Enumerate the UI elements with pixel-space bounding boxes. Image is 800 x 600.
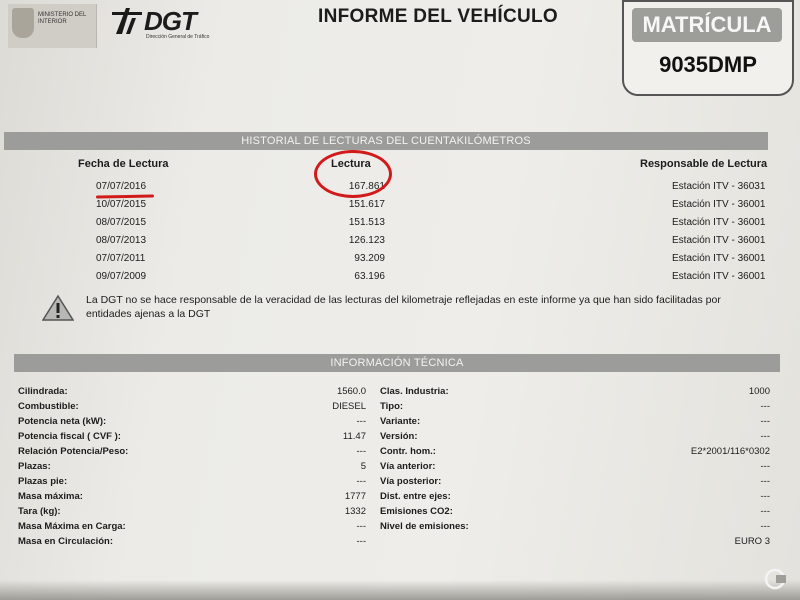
watermark-icon bbox=[764, 568, 786, 590]
spec-value: --- bbox=[760, 506, 770, 517]
reading-date: 07/07/2011 bbox=[96, 253, 146, 264]
dgt-subtitle: Dirección General de Tráfico bbox=[146, 34, 210, 40]
header-logos bbox=[0, 0, 210, 52]
reading-date: 08/07/2013 bbox=[96, 235, 147, 246]
reading-responsible: Estación ITV - 36001 bbox=[672, 253, 766, 264]
reading-value: 126.123 bbox=[348, 235, 385, 246]
list-item bbox=[0, 416, 800, 431]
plate-box bbox=[622, 0, 794, 96]
dgt-road-icon bbox=[112, 4, 142, 38]
reading-value: 93.209 bbox=[354, 253, 385, 264]
page-edge-shadow bbox=[0, 580, 800, 600]
reading-value: 63.196 bbox=[354, 271, 385, 282]
spec-label: Tipo: bbox=[380, 401, 404, 412]
reading-responsible: Estación ITV - 36001 bbox=[672, 271, 766, 282]
ministry-text: MINISTERIO DEL INTERIOR bbox=[38, 12, 87, 25]
spec-value: --- bbox=[760, 521, 770, 532]
spec-value: --- bbox=[760, 431, 770, 442]
ministry-logo bbox=[8, 4, 97, 48]
list-item bbox=[0, 401, 800, 416]
spec-value: EURO 3 bbox=[734, 536, 770, 547]
reading-value: 151.617 bbox=[348, 199, 385, 210]
list-item bbox=[0, 506, 800, 521]
table-row bbox=[0, 199, 800, 217]
dgt-logo-text: DGT bbox=[144, 6, 196, 36]
dgt-logo bbox=[112, 2, 212, 48]
spec-label: Masa máxima: bbox=[18, 491, 83, 502]
document-title: INFORME DEL VEHÍCULO bbox=[318, 6, 558, 27]
spec-label: Variante: bbox=[380, 416, 421, 427]
spec-label: Emisiones CO2: bbox=[380, 506, 453, 517]
reading-responsible: Estación ITV - 36001 bbox=[672, 217, 766, 228]
list-item bbox=[0, 491, 800, 506]
spec-value: --- bbox=[760, 476, 770, 487]
list-item bbox=[0, 521, 800, 536]
spec-label: Potencia neta (kW): bbox=[18, 416, 107, 427]
list-item bbox=[0, 386, 800, 401]
tech-section-title: INFORMACIÓN TÉCNICA bbox=[14, 354, 780, 372]
reading-value: 167.861 bbox=[348, 181, 385, 192]
spec-value: --- bbox=[760, 416, 770, 427]
spec-label: Plazas: bbox=[18, 461, 51, 472]
reading-responsible: Estación ITV - 36031 bbox=[672, 181, 766, 192]
spec-value: --- bbox=[760, 401, 770, 412]
spec-label: Nivel de emisiones: bbox=[380, 521, 469, 532]
red-circle-annotation bbox=[314, 150, 392, 198]
spec-value: --- bbox=[760, 491, 770, 502]
spec-label: Clas. Industria: bbox=[380, 386, 449, 397]
coat-of-arms-icon bbox=[12, 8, 34, 38]
column-header-date: Fecha de Lectura bbox=[78, 158, 169, 170]
column-header-reading: Lectura bbox=[331, 158, 371, 170]
list-item bbox=[0, 476, 800, 491]
list-item bbox=[0, 446, 800, 461]
spec-label: Vía posterior: bbox=[380, 476, 442, 487]
spec-value: 1332 bbox=[344, 506, 366, 517]
spec-label: Potencia fiscal ( CVF ): bbox=[18, 431, 121, 442]
plate-number: 9035DMP bbox=[659, 52, 757, 77]
list-item bbox=[0, 536, 800, 551]
spec-value: 11.47 bbox=[342, 431, 366, 442]
spec-value: 1777 bbox=[344, 491, 366, 502]
spec-value: DIESEL bbox=[332, 401, 366, 412]
spec-value: 1560.0 bbox=[336, 386, 366, 397]
mileage-disclaimer: La DGT no se hace responsable de la veracidad de las lecturas del kilometraje reflejadas en este informe ya que han sido facilitadas por entidades ajenas a la DGT bbox=[86, 294, 721, 320]
reading-date: 08/07/2015 bbox=[96, 217, 147, 228]
spec-value: --- bbox=[760, 461, 770, 472]
spec-label: Contr. hom.: bbox=[380, 446, 436, 457]
spec-value: --- bbox=[356, 446, 366, 457]
reading-value: 151.513 bbox=[348, 217, 385, 228]
spec-label: Combustible: bbox=[18, 401, 79, 412]
spec-value: 1000 bbox=[748, 386, 770, 397]
spec-label: Masa en Circulación: bbox=[18, 536, 114, 547]
spec-label: Versión: bbox=[380, 431, 418, 442]
reading-date: 07/07/2016 bbox=[96, 181, 147, 192]
spec-label: Dist. entre ejes: bbox=[380, 491, 451, 502]
spec-value: --- bbox=[356, 536, 366, 547]
spec-value: E2*2001/116*0302 bbox=[690, 446, 770, 457]
reading-responsible: Estación ITV - 36001 bbox=[672, 199, 766, 210]
table-row bbox=[0, 217, 800, 235]
spec-label: Cilindrada: bbox=[18, 386, 68, 397]
warning-icon bbox=[42, 294, 74, 322]
table-row bbox=[0, 271, 800, 289]
column-header-responsible: Responsable de Lectura bbox=[640, 158, 768, 170]
plate-label: MATRÍCULA bbox=[632, 8, 782, 42]
spec-label: Relación Potencia/Peso: bbox=[18, 446, 129, 457]
spec-label: Masa Máxima en Carga: bbox=[18, 521, 126, 532]
history-section-title: HISTORIAL DE LECTURAS DEL CUENTAKILÓMETROS bbox=[4, 132, 768, 150]
spec-value: --- bbox=[356, 521, 366, 532]
reading-date: 09/07/2009 bbox=[96, 271, 147, 282]
spec-label: Tara (kg): bbox=[18, 506, 61, 517]
list-item bbox=[0, 461, 800, 476]
reading-responsible: Estación ITV - 36001 bbox=[672, 235, 766, 246]
table-row bbox=[0, 235, 800, 253]
reading-date: 10/07/2015 bbox=[96, 199, 147, 210]
spec-label: Vía anterior: bbox=[380, 461, 436, 472]
list-item bbox=[0, 431, 800, 446]
spec-value: 5 bbox=[360, 461, 366, 472]
spec-label: Plazas pie: bbox=[18, 476, 68, 487]
spec-value: --- bbox=[356, 416, 366, 427]
spec-value: --- bbox=[356, 476, 366, 487]
table-row bbox=[0, 253, 800, 271]
